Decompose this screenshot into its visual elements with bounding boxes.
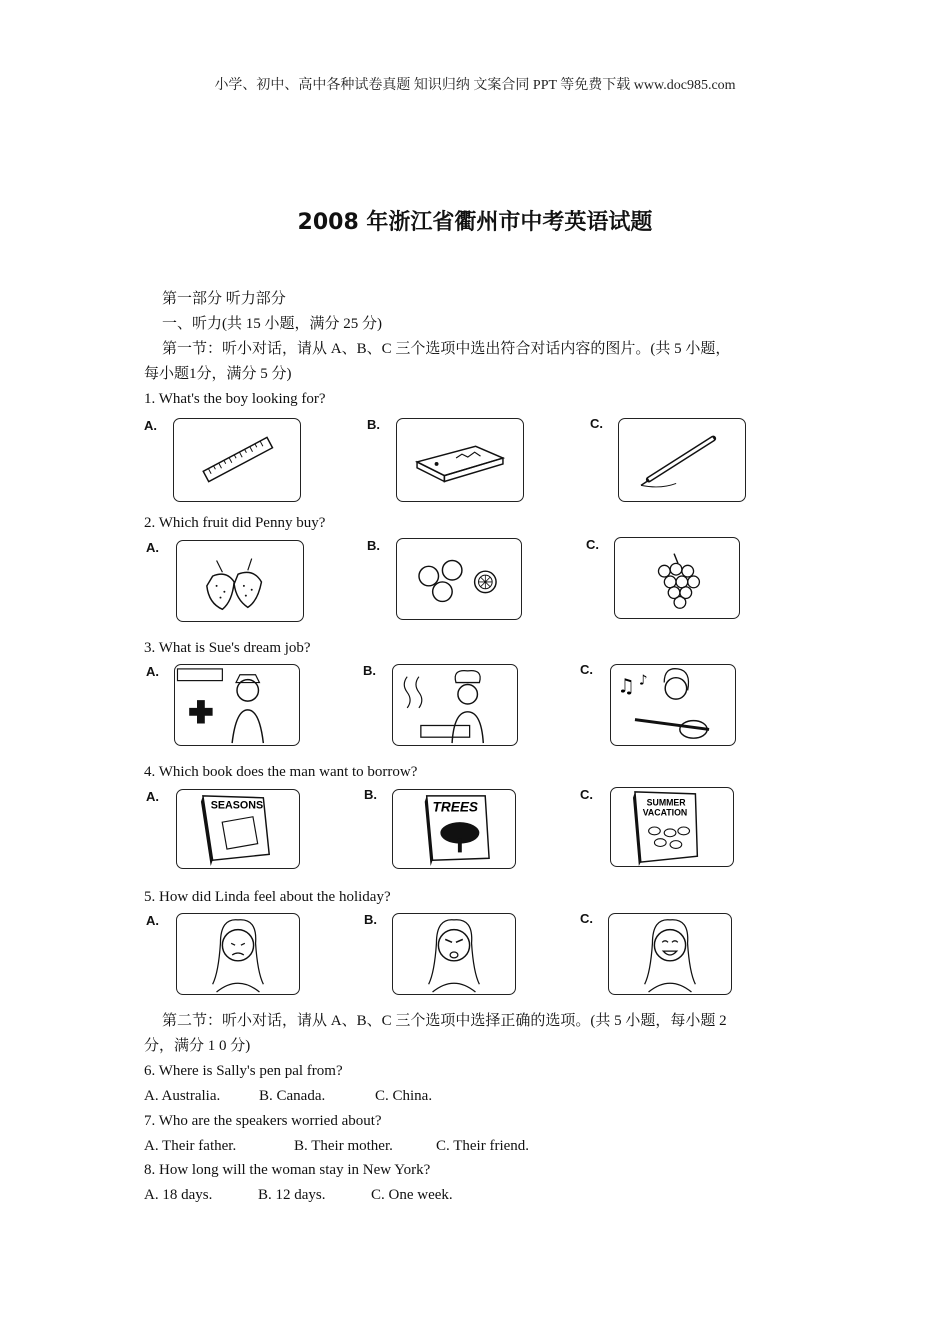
- ruler-picture[interactable]: [173, 418, 301, 502]
- book-title: SEASONS: [210, 799, 264, 812]
- happy-girl-picture[interactable]: [608, 913, 732, 995]
- pencil-picture[interactable]: [618, 418, 746, 502]
- q6-option-a[interactable]: A. Australia.: [144, 1088, 221, 1104]
- question-1: 1. What's the boy looking for?: [144, 391, 326, 407]
- q8-option-c[interactable]: C. One week.: [371, 1187, 453, 1203]
- page-title: 2008 年浙江省衢州市中考英语试题: [297, 210, 653, 235]
- sad-girl-picture[interactable]: [176, 913, 300, 995]
- option-label-a: A.: [146, 789, 159, 804]
- question-2: 2. Which fruit did Penny buy?: [144, 515, 326, 531]
- option-label-b: B.: [364, 912, 377, 927]
- question-6: 6. Where is Sally's pen pal from?: [144, 1063, 343, 1079]
- option-label-c: C.: [590, 416, 603, 431]
- singer-guitarist-picture[interactable]: [610, 664, 736, 746]
- option-label-c: C.: [580, 911, 593, 926]
- option-label-b: B.: [367, 538, 380, 553]
- option-label-c: C.: [586, 537, 599, 552]
- option-label-a: A.: [146, 664, 159, 679]
- section1-instructions-cont: 每小题1分，满分 5 分): [144, 366, 292, 382]
- option-label-b: B.: [367, 417, 380, 432]
- oranges-picture[interactable]: [396, 538, 522, 620]
- q7-option-a[interactable]: A. Their father.: [144, 1138, 237, 1154]
- q7-option-b[interactable]: B. Their mother.: [294, 1138, 393, 1154]
- section1-instructions: 第一节：听小对话，请从 A、B、C 三个选项中选出符合对话内容的图片。(共 5 小题，: [162, 341, 731, 357]
- q7-option-c[interactable]: C. Their friend.: [436, 1138, 530, 1154]
- summer-vacation-book-picture[interactable]: [610, 787, 734, 867]
- strawberries-picture[interactable]: [176, 540, 304, 622]
- cook-picture[interactable]: [392, 664, 518, 746]
- pencil-box-picture[interactable]: [396, 418, 524, 502]
- option-label-b: B.: [364, 787, 377, 802]
- book-title-line2: VACATION: [642, 807, 688, 818]
- question-3: 3. What is Sue's dream job?: [144, 640, 311, 656]
- book-title-line1: SUMMER: [646, 797, 686, 808]
- svg-text:♫: ♫: [617, 674, 635, 698]
- section2-instructions-cont: 分，满分 1 0 分): [144, 1038, 251, 1054]
- svg-text:♪: ♪: [638, 672, 648, 689]
- grapes-picture[interactable]: [614, 537, 740, 619]
- nurse-picture[interactable]: [174, 664, 300, 746]
- option-label-b: B.: [363, 663, 376, 678]
- section2-instructions: 第二节：听小对话，请从 A、B、C 三个选项中选择正确的选项。(共 5 小题，每小题 2: [162, 1013, 727, 1029]
- q8-option-a[interactable]: A. 18 days.: [144, 1187, 213, 1203]
- question-5: 5. How did Linda feel about the holiday?: [144, 889, 391, 905]
- option-label-c: C.: [580, 662, 593, 677]
- trees-book-picture[interactable]: [392, 789, 516, 869]
- section-heading: 一、听力(共 15 小题，满分 25 分): [162, 316, 382, 332]
- q8-option-b[interactable]: B. 12 days.: [258, 1187, 326, 1203]
- book-title: TREES: [432, 799, 479, 815]
- page-header: 小学、初中、高中各种试卷真题 知识归纳 文案合同 PPT 等免费下载 www.doc985.com: [214, 78, 736, 93]
- question-4: 4. Which book does the man want to borrow?: [144, 764, 418, 780]
- seasons-book-picture[interactable]: [176, 789, 300, 869]
- option-label-a: A.: [144, 418, 157, 433]
- q6-option-b[interactable]: B. Canada.: [259, 1088, 326, 1104]
- part-heading: 第一部分 听力部分: [162, 291, 286, 307]
- option-label-a: A.: [146, 540, 159, 555]
- angry-girl-picture[interactable]: [392, 913, 516, 995]
- option-label-c: C.: [580, 787, 593, 802]
- question-7: 7. Who are the speakers worried about?: [144, 1113, 382, 1129]
- question-8: 8. How long will the woman stay in New York?: [144, 1162, 431, 1178]
- option-label-a: A.: [146, 913, 159, 928]
- q6-option-c[interactable]: C. China.: [375, 1088, 433, 1104]
